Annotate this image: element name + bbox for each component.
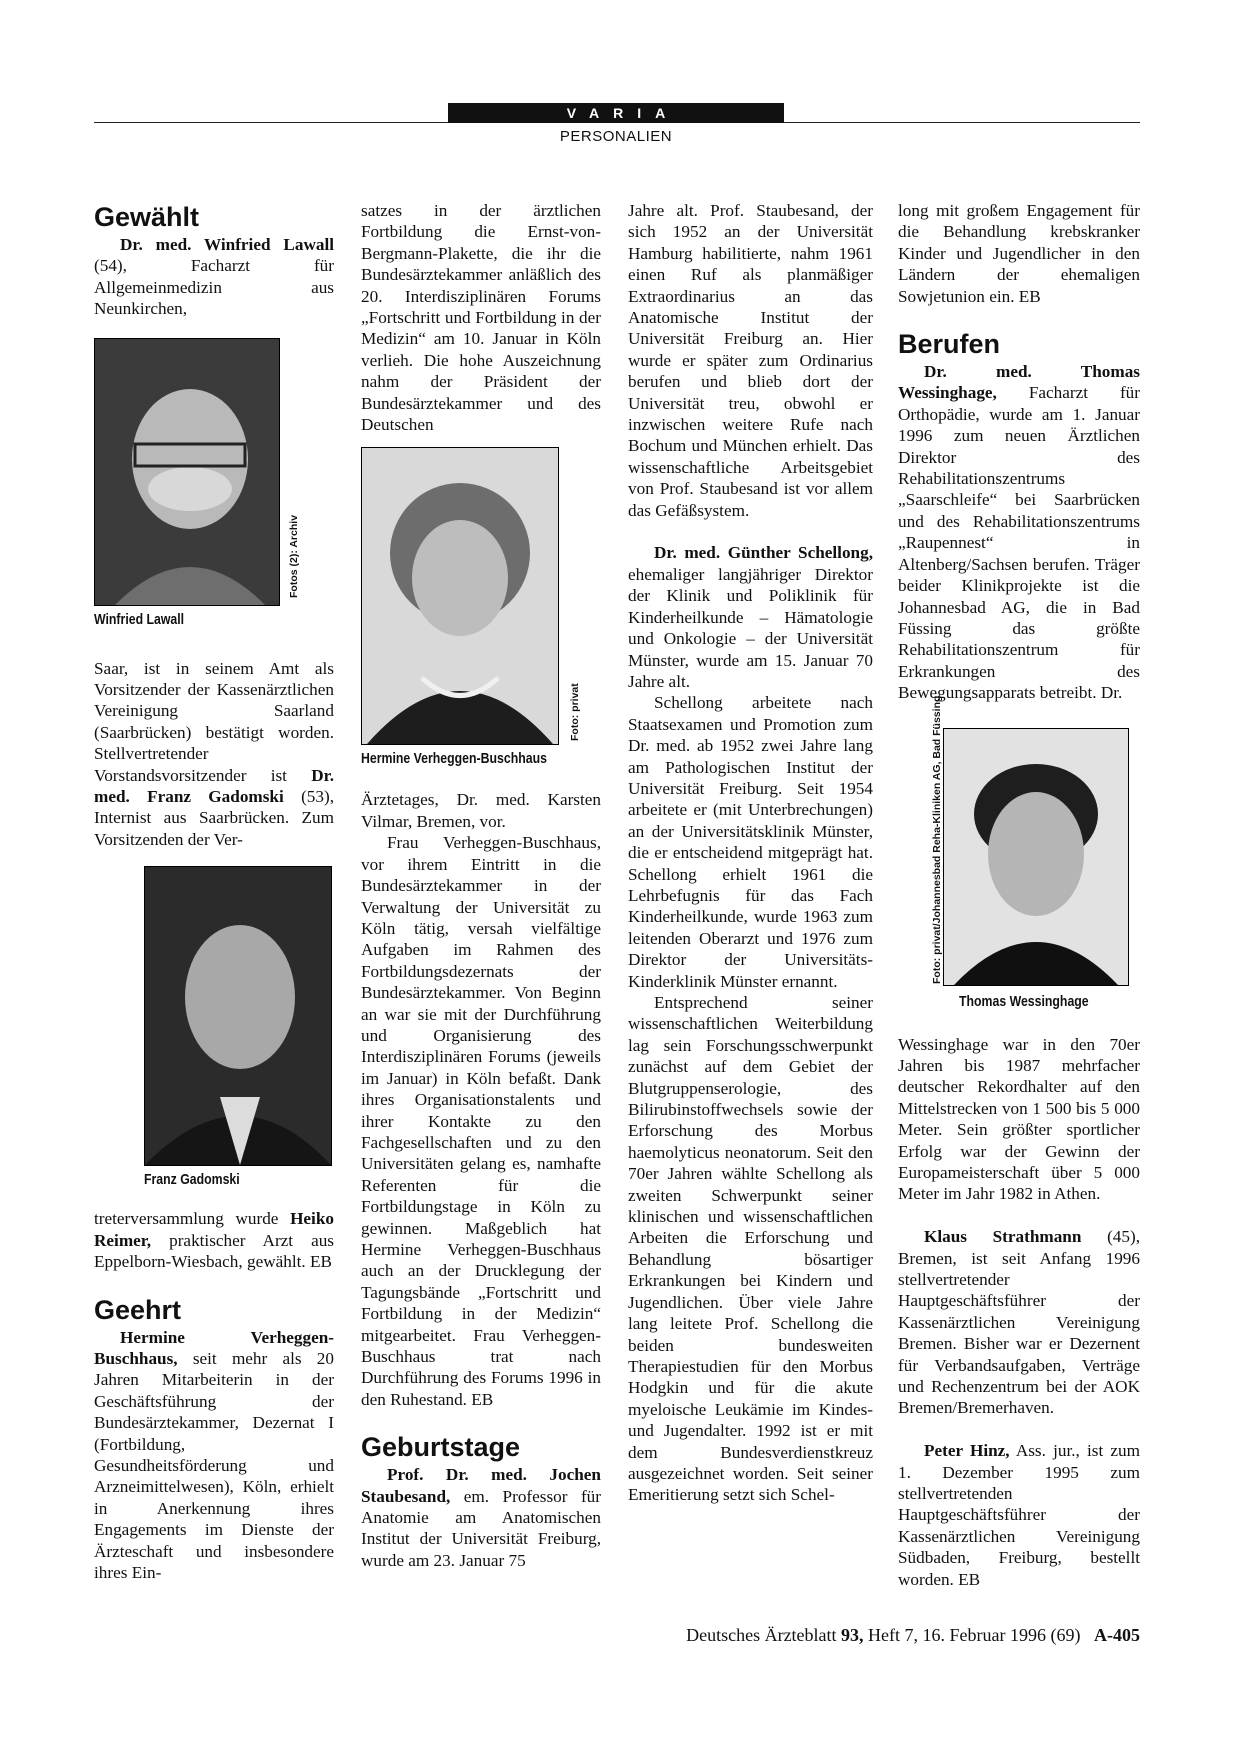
photo-winfried-lawall xyxy=(94,338,280,606)
photo-caption: Winfried Lawall xyxy=(94,610,185,628)
page-footer xyxy=(600,1625,1140,1646)
heading-berufen: Berufen xyxy=(898,329,1001,360)
paragraph-vilmar: Ärztetages, Dr. med. Karsten Vilmar, Bremen, vor. xyxy=(361,790,601,831)
paragraph-text: praktischer Arzt aus Eppelborn-Wiesbach, gewählt. EB xyxy=(94,1230,334,1272)
paragraph-hinz xyxy=(898,1440,1140,1590)
paragraph-staubesand xyxy=(361,1464,601,1571)
paragraph-text: seit mehr als 20 Jahren Mitarbeiterin in der Geschäftsführung der Bundesärztekammer, Dezernat I (Fortbildung, Gesundheitsförderung und Arzneimittelwesen), Köln, erhielt in Anerkennung ihres Engagements im Dienste der Ärzteschaft und insbesondere ihres Ein- xyxy=(94,1348,334,1582)
person-name: Dr. med. Günther Schellong, xyxy=(654,543,873,563)
paragraph-schellong xyxy=(628,542,873,692)
photo-hermine-verheggen-buschhaus xyxy=(361,447,559,745)
column-1 xyxy=(94,200,334,1583)
person-name: Heiko Reimer, xyxy=(94,1209,334,1250)
photo-thomas-wessinghage xyxy=(943,728,1129,986)
paragraph-text: Saar, ist in seinem Amt als Vorsitzender der Kassenärztlichen Vereinigung Saarland (Saarbrücken) bestätigt worden. Stellvertretender Vorstandsvorsitzender ist xyxy=(94,658,334,785)
person-name: Dr. med. Franz Gadomski xyxy=(94,765,334,807)
paragraph-wessinghage-sport: Wessinghage war in den 70er Jahren bis 1987 mehrfacher deutscher Rekordhalter auf den Mittelstrecken von 1 500 bis 5 000 Meter. Sein größter sportlicher Erfolg war der Gewinn der Europameisterschaft über 5 000 Meter im Jahr 1982 in Athen. xyxy=(898,1034,1140,1204)
photo-block-lawall xyxy=(94,338,334,638)
section-bar-varia: VARIA xyxy=(448,103,784,123)
paragraph-text: (53), Internist aus Saarbrücken. Zum Vorsitzenden der Ver- xyxy=(94,787,334,849)
photo-caption: Hermine Verheggen-Buschhaus xyxy=(361,750,547,768)
photo-credit: Foto: privat xyxy=(569,683,581,742)
paragraph-reimer xyxy=(94,1208,334,1272)
footer-volume: 93, xyxy=(841,1625,864,1645)
photo-franz-gadomski xyxy=(144,866,332,1166)
paragraph-text: em. Professor für Anatomie am Anatomischen Institut der Universität Freiburg, wurde am 23. Januar 75 xyxy=(361,1486,601,1570)
person-name: Hermine Verheggen-Buschhaus, xyxy=(94,1327,334,1368)
paragraph-schellong-cont: long mit großem Engagement für die Behandlung krebskranker Kinder und Jugendlicher in den Ländern der ehemaligen Sowjetunion ein. EB xyxy=(898,201,1140,306)
page-number: A-405 xyxy=(1094,1625,1140,1645)
heading-gewaehlt: Gewählt xyxy=(94,202,200,232)
column-3 xyxy=(628,200,873,1506)
person-name: Prof. Dr. med. Jochen Staubesand, xyxy=(361,1465,601,1506)
paragraph-schellong-research: Entsprechend seiner wissenschaftlichen Weiterbildung lag sein Forschungsschwerpunkt zunächst auf dem Gebiet der Blutgruppenserologie, des Bilirubinstoffwechsels sowie der Erforschung des Morbus haemolyticus neonatorum. Seit den 70er Jahren wählte Schellong als zweiten Schwerpunkt seiner klinischen und wissenschaftlichen Arbeiten die Erforschung und Behandlung bösartiger Erkrankungen bei Kindern und Jugendlichen. Über viele Jahre lang leitete Prof. Schellong die beiden bundesweiten Therapiestudien für den Morbus Hodgkin und für die akute myeloische Leukämie im Kindes- und Jugendalter. 1992 ist er mit dem Bundesverdienstkreuz ausgezeichnet worden. Seit seiner Emeritierung setzt sich Schel- xyxy=(628,993,873,1505)
paragraph-strathmann xyxy=(898,1226,1140,1419)
paragraph-staubesand-cont: Jahre alt. Prof. Staubesand, der sich 1952 an der Universität Hamburg habilitierte, nahm 1961 einen Ruf als planmäßiger Extraordinarius an das Anatomische Institut der Universität Freiburg an. Hier wurde er später zum Ordinarius berufen und blieb dort der Universität treu, obwohl er inzwischen weitere Rufe nach Bochum und München erhielt. Das wissenschaftliche Arbeitsgebiet von Prof. Staubesand ist vor allem das Gefäßsystem. xyxy=(628,201,873,520)
photo-credit: Fotos (2): Archiv xyxy=(288,514,300,598)
paragraph-text: treterversammlung wurde xyxy=(94,1209,291,1229)
heading-geburtstage: Geburtstage xyxy=(361,1432,521,1463)
section-label: PERSONALIEN xyxy=(559,128,673,145)
paragraph-text: (54), Facharzt für Allgemeinmedizin aus Neunkirchen, xyxy=(94,256,334,319)
paragraph-text: Ass. jur., ist zum 1. Dezember 1995 zum stellvertretenden Hauptgeschäftsführer der Kassenärztlichen Vereinigung Südbaden, Freiburg, bestellt worden. EB xyxy=(898,1441,1140,1589)
photo-credit: Foto: privat/Johannesbad Reha-Kliniken AG, Bad Füssing xyxy=(931,695,943,984)
paragraph-lawall-cont xyxy=(94,658,334,851)
paragraph-text: Facharzt für Orthopädie, wurde am 1. Januar 1996 zum neuen Ärztlichen Direktor des Rehabilitationszentrums „Saarschleife“ bei Saarbrücken und des Rehabilitationszentrums „Raupennest“ in Altenberg/Sachsen berufen. Träger beider Klinikprojekte ist die Johannesbad AG, die in Bad Füssing das größte Rehabilitationszentrum für Erkrankungen des Bewegungsapparats betreibt. Dr. xyxy=(898,383,1140,703)
photo-caption: Thomas Wessinghage xyxy=(959,992,1089,1010)
column-4 xyxy=(898,200,1140,1590)
footer-journal: Deutsches Ärzteblatt xyxy=(686,1625,842,1645)
paragraph-text: (45), Bremen, ist seit Anfang 1996 stellvertretender Hauptgeschäftsführer der Kassenärztlichen Vereinigung Bremen. Bisher war er Dezernent für Verbandsaufgaben, Verträge und Rechenzentrum bei der AOK Bremen/Bremerhaven. xyxy=(898,1227,1140,1418)
photo-block-gadomski xyxy=(144,866,334,1196)
photo-block-wessinghage xyxy=(931,695,1140,1028)
photo-caption: Franz Gadomski xyxy=(144,1171,240,1189)
photo-block-verheggen xyxy=(361,447,601,777)
person-name: Dr. med. Thomas Wessinghage, xyxy=(898,362,1140,403)
person-name: Dr. med. Winfried Lawall xyxy=(120,235,334,254)
paragraph-text: ehemaliger langjähriger Direktor der Klinik und Poliklinik für Kinderheilkunde – Hämatologie und Onkologie – der Universität Münster, wurde am 15. Januar 70 Jahre alt. xyxy=(628,564,873,691)
column-2 xyxy=(361,200,601,1571)
person-name: Klaus Strathmann xyxy=(924,1227,1082,1247)
heading-geehrt: Geehrt xyxy=(94,1294,182,1325)
paragraph-lawall xyxy=(94,234,334,320)
paragraph-verheggen xyxy=(94,1327,334,1584)
paragraph-verheggen-cont: satzes in der ärztlichen Fortbildung die Ernst-von-Bergmann-Plakette, die ihr die Bundesärztekammer anläßlich des 20. Interdisziplinären Forums „Fortschritt und Fortbildung in der Medizin“ am 10. Januar in Köln verlieh. Die hohe Auszeichnung nahm der Präsident der Bundesärztekammer und des Deutschen xyxy=(361,201,601,435)
person-name: Peter Hinz, xyxy=(924,1441,1010,1461)
paragraph-schellong-career: Schellong arbeitete nach Staatsexamen und Promotion zum Dr. med. ab 1952 zwei Jahre lang am Pathologischen Institut der Universität Freiburg. Seit 1954 arbeitete er (mit Unterbrechungen) an der Universitätsklinik Münster, die er entscheidend mitgeprägt hat. Schellong erhielt 1961 die Lehrbefugnis für das Fach Kinderheilkunde, wurde 1963 zum leitenden Oberarzt und 1976 zum Direktor der Universitäts-Kinderklinik Münster ernannt. xyxy=(628,693,873,991)
footer-issue: Heft 7, 16. Februar 1996 (69) xyxy=(863,1625,1081,1645)
paragraph-wessinghage xyxy=(898,361,1140,704)
paragraph-verheggen-career: Frau Verheggen-Buschhaus, vor ihrem Eintritt in die Bundesärztekammer in der Verwaltung der Universität zu Köln tätig, versah vielfältige Aufgaben im Rahmen des Fortbildungsdezernats der Bundesärztekammer. Von Beginn an war sie mit der Durchführung und Organisierung des Interdisziplinären Forums (jeweils im Januar) in Köln befaßt. Dank ihres Organisationstalents und ihrer Kontakte zu den Fachgesellschaften und zu den Universitäten gelang es, namhafte Referenten für die Fortbildungstage in Köln zu gewinnen. Maßgeblich hat Hermine Verheggen-Buschhaus auch an der Drucklegung der Tagungsbände „Fortschritt und Fortbildung in der Medizin“ mitgearbeitet. Frau Verheggen-Buschhaus trat nach Durchführung des Forums 1996 in den Ruhestand. EB xyxy=(361,833,601,1409)
